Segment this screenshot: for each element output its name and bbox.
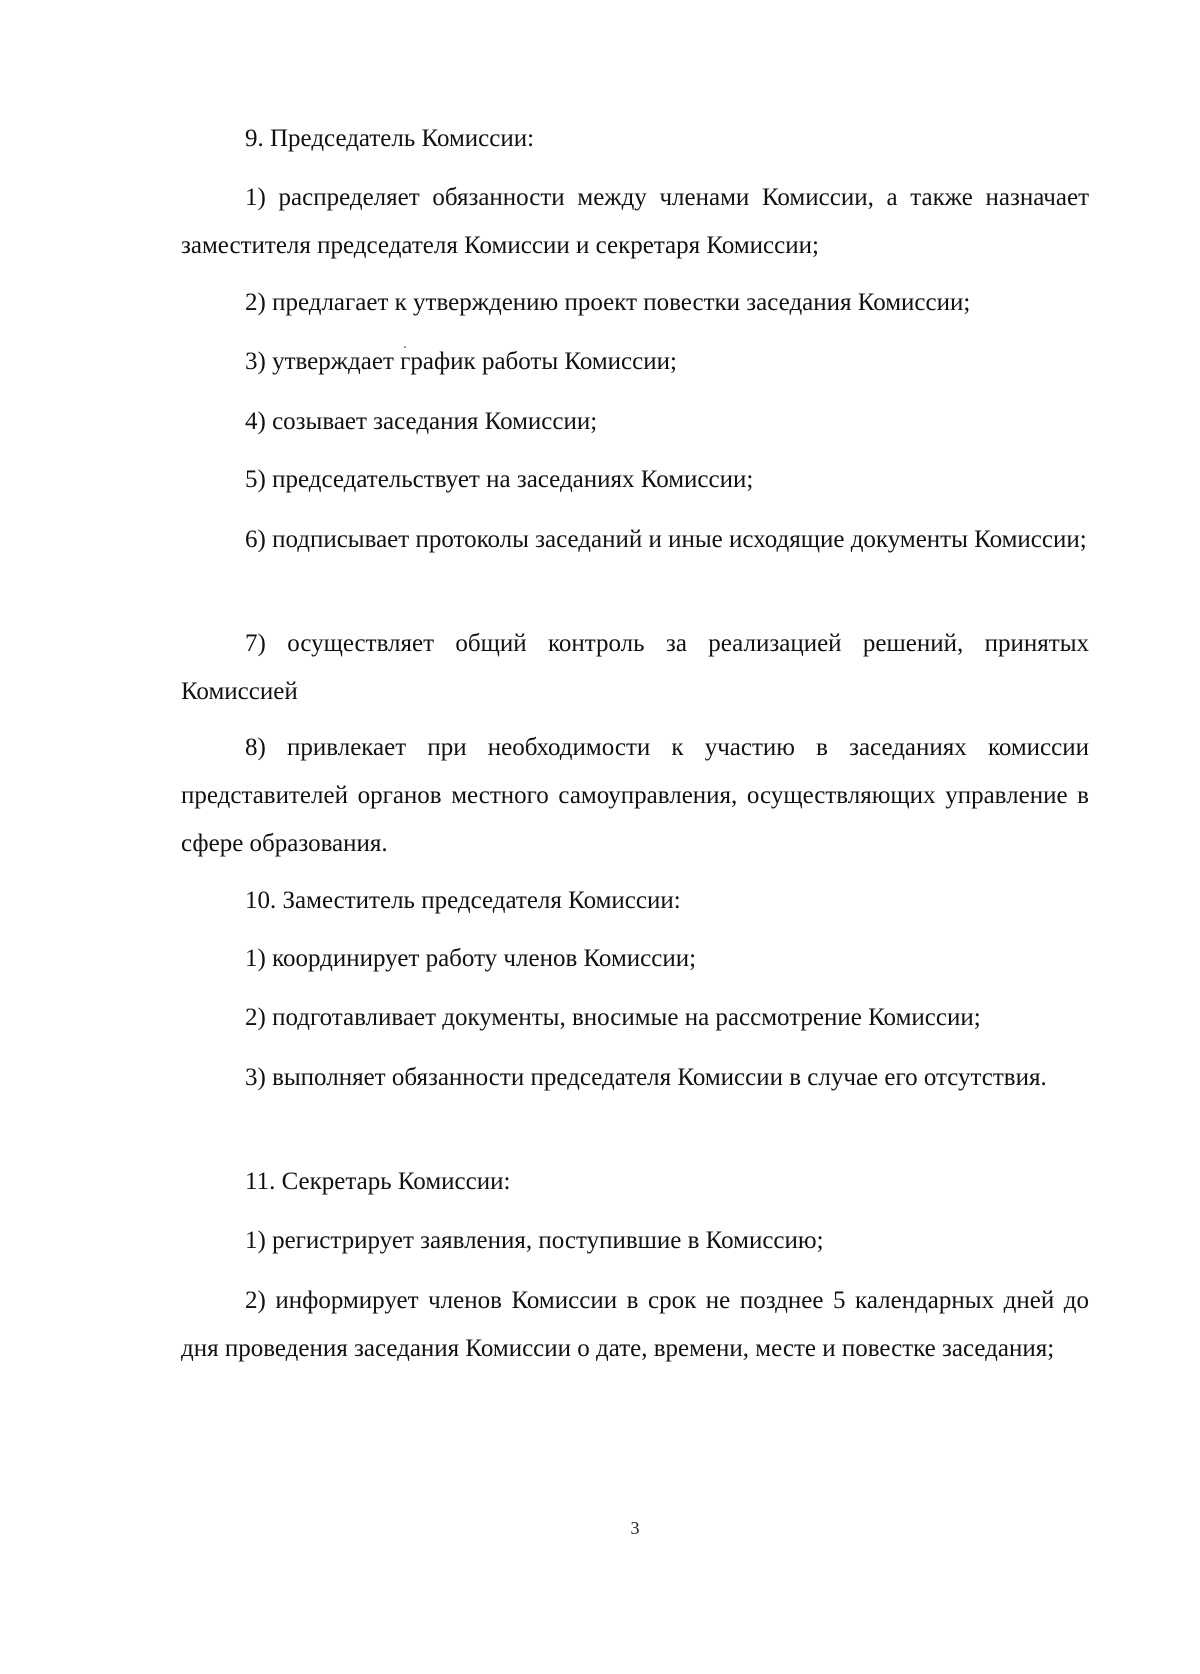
section-9-item-4: 4) созывает заседания Комиссии; bbox=[245, 408, 598, 435]
page-number: 3 bbox=[630, 1518, 640, 1538]
section-10-item-1: 1) координирует работу членов Комиссии; bbox=[245, 945, 697, 972]
section-11-heading: 11. Секретарь Комиссии: bbox=[245, 1168, 511, 1195]
section-10-heading: 10. Заместитель председателя Комиссии: bbox=[245, 887, 681, 914]
section-9-item-5: 5) председательствует на заседаниях Комиссии; bbox=[245, 466, 754, 493]
section-9-item-8: 8) привлекает при необходимости к участию в заседаниях комиссии представителей органов местного самоуправления, осуществляющих управление в сфере образования. bbox=[181, 734, 1089, 857]
section-9-item-1: 1) распределяет обязанности между членами Комиссии, а также назначает заместителя председателя Комиссии и секретаря Комиссии; bbox=[181, 184, 1089, 259]
section-10-item-3: 3) выполняет обязанности председателя Комиссии в случае его отсутствия. bbox=[245, 1064, 1047, 1091]
section-9-item-3: 3) утверждает график работы Комиссии; bbox=[245, 348, 677, 375]
section-9-item-7: 7) осуществляет общий контроль за реализацией решений, принятых Комиссией bbox=[181, 630, 1089, 705]
section-9-item-6: 6) подписывает протоколы заседаний и иные исходящие документы Комиссии; bbox=[245, 526, 1087, 553]
section-9-item-2: 2) предлагает к утверждению проект повестки заседания Комиссии; bbox=[245, 289, 971, 316]
section-9-heading: 9. Председатель Комиссии: bbox=[245, 125, 535, 152]
section-10-item-2: 2) подготавливает документы, вносимые на рассмотрение Комиссии; bbox=[245, 1004, 981, 1031]
section-11-item-1: 1) регистрирует заявления, поступившие в Комиссию; bbox=[245, 1227, 824, 1254]
section-11-item-2: 2) информирует членов Комиссии в срок не позднее 5 календарных дней до дня проведения заседания Комиссии о дате, времени, месте и повестке заседания; bbox=[181, 1287, 1089, 1362]
